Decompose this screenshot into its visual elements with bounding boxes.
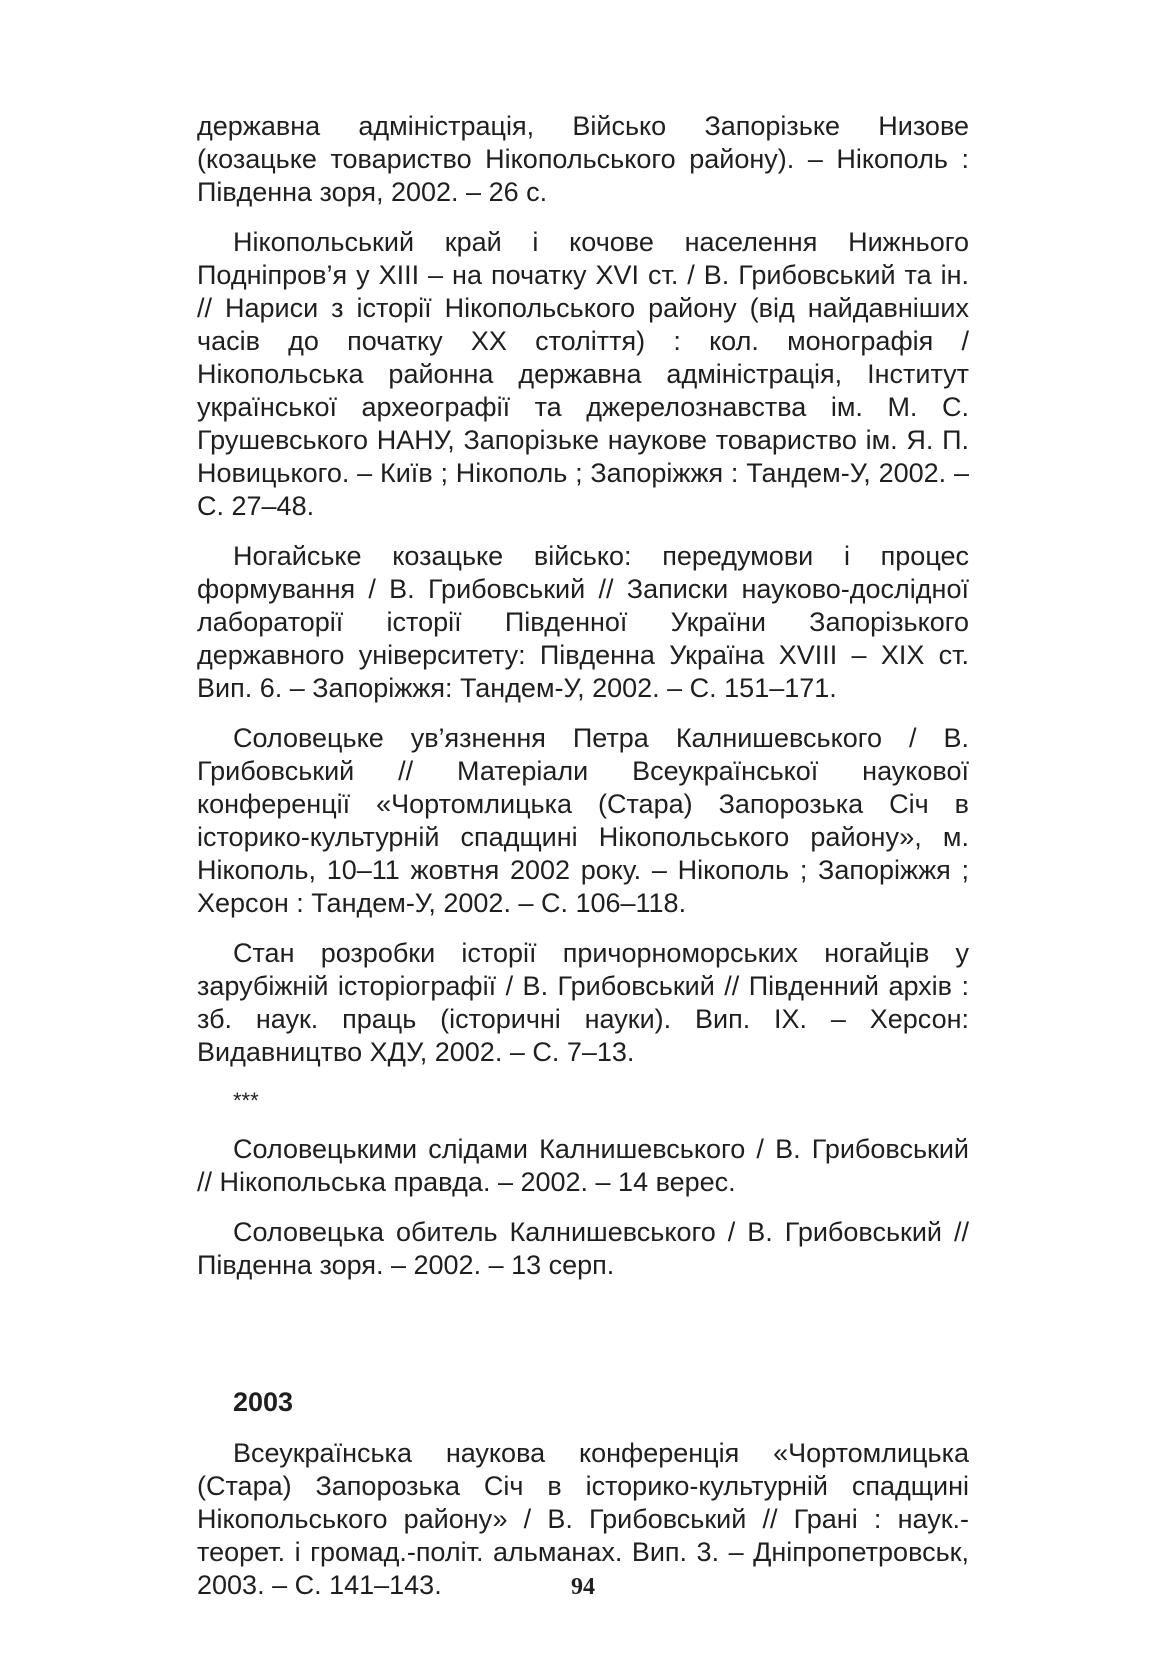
page-number: 94: [571, 1574, 595, 1600]
section-separator: ***: [233, 1088, 259, 1113]
bibliography-entry: Соловецьке ув’язнення Петра Калнишевського / В. Грибовський // Матеріали Всеукраїнської наукової конференції «Чортомлицька (Стара) Запорозька Січ в історико-культурній спадщині Нікопольського району», м. Нікополь, 10–11 жовтня 2002 року. – Нікополь ; Запоріжжя ; Херсон : Тандем-У, 2002. – С. 106–118.: [197, 723, 969, 918]
bibliography-entry-continued: державна адміністрація, Військо Запорізьке Низове (козацьке товариство Нікопольського району). – Нікополь : Південна зоря, 2002. – 26 с.: [197, 111, 969, 207]
bibliography-entry: Стан розробки історії причорноморських ногайців у зарубіжній історіографії / В. Грибовський // Південний архів : зб. наук. праць (історичні науки). Вип. IX. – Херсон: Видавництво ХДУ, 2002. – С. 7–13.: [197, 938, 969, 1067]
bibliography-entry: Ногайське козацьке військо: передумови і процес формування / В. Грибовський // Записки науково-дослідної лабораторії історії Південної України Запорізького державного університету: Південна Україна XVIII – XIX ст. Вип. 6. – Запоріжжя: Тандем-У, 2002. – С. 151–171.: [197, 541, 969, 703]
year-heading: 2003: [233, 1387, 294, 1417]
bibliography-entry: Нікопольський край і кочове населення Нижнього Подніпров’я у XIII – на початку XVI ст. / В. Грибовський та ін. // Нариси з історії Нікопольського району (від найдавніших часів до початку XX століття) : кол. монографія / Нікопольська районна державна адміністрація, Інститут української археографії та джерелознавства ім. М. С. Грушевського НАНУ, Запорізьке наукове товариство ім. Я. П. Новицького. – Київ ; Нікополь ; Запоріжжя : Тандем-У, 2002. – С. 27–48.: [197, 227, 969, 521]
bibliography-entry: Всеукраїнська наукова конференція «Чортомлицька (Стара) Запорозька Січ в історико-культурній спадщині Нікопольського району» / В. Грибовський // Грані : наук.-теорет. і громад.-політ. альманах. Вип. 3. – Дніпропетровськ, 2003. – С. 141–143.: [197, 1438, 969, 1600]
press-entry: Соловецькими слідами Калнишевського / В. Грибовський // Нікопольська правда. – 2002. – 14 верес.: [197, 1134, 969, 1197]
press-entry: Соловецька обитель Калнишевського / В. Грибовський // Південна зоря. – 2002. – 13 серп.: [197, 1217, 969, 1280]
page-body: [197, 110, 969, 1619]
